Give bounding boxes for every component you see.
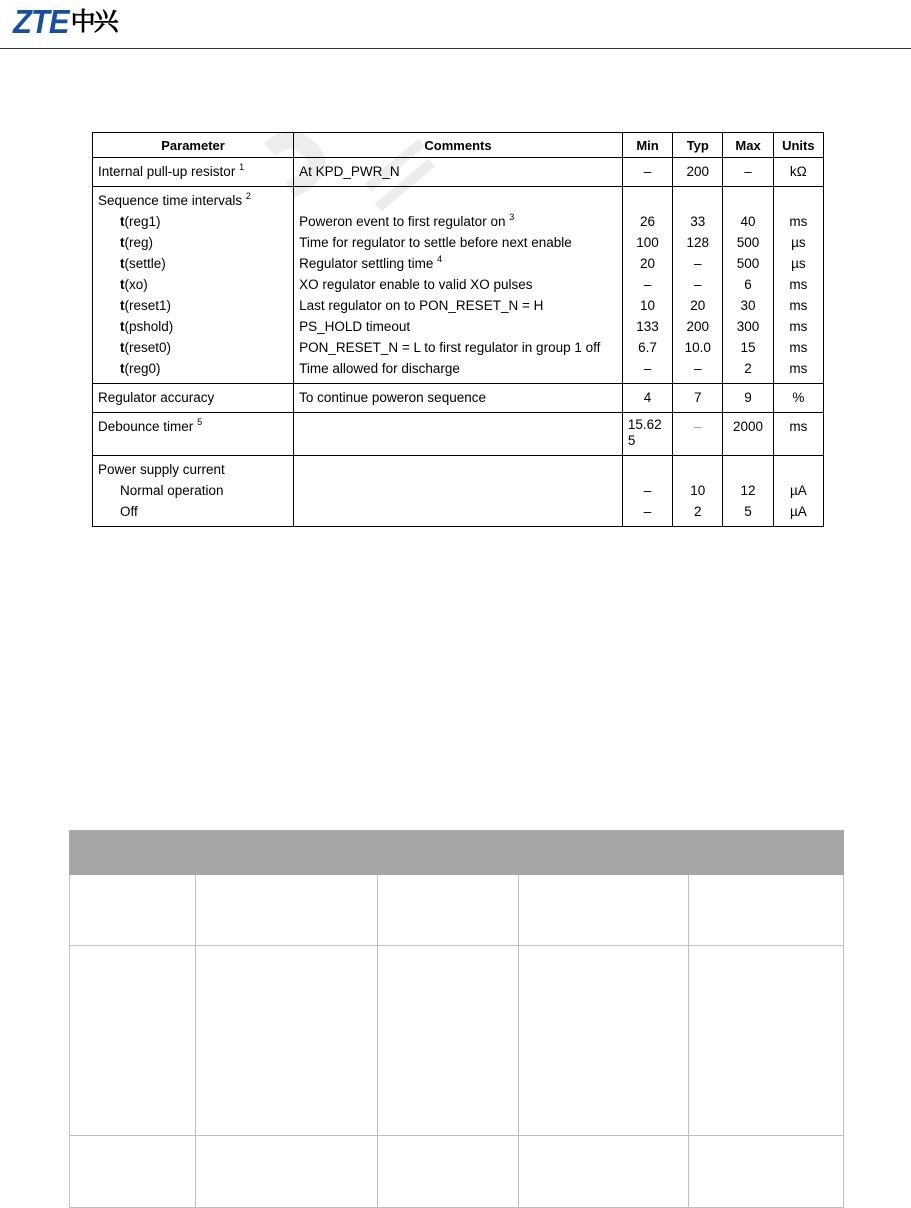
param-line: t(reg1) [120, 214, 161, 229]
param-line: t(reg) [120, 235, 154, 250]
comment-line: XO regulator enable to valid XO pulses [299, 277, 533, 292]
param-cell: Internal pull-up resistor $^1$ [98, 161, 245, 179]
comment-cell [294, 413, 622, 420]
table-cell [70, 831, 196, 875]
table-cell [70, 1136, 196, 1208]
table-row [70, 946, 844, 1136]
table-cell [519, 1136, 689, 1208]
comment-cell: To continue poweron sequence [299, 390, 486, 405]
empty-table-header [70, 831, 844, 875]
comment-line: Time for regulator to settle before next enable [299, 235, 572, 250]
header-min: Min [622, 133, 672, 158]
sequence-max-list: 40 500 500 6 30 300 15 2 [736, 214, 760, 376]
header-max: Max [723, 133, 773, 158]
supply-units-list: µA µA [789, 483, 807, 519]
table-cell [195, 831, 377, 875]
table-cell [519, 875, 689, 946]
typ-cell: 7 [694, 390, 702, 405]
table-row-sequence [93, 187, 824, 384]
table-cell [519, 831, 689, 875]
param-cell: Debounce timer $^5$ [98, 416, 203, 434]
param-line: t(settle) [120, 256, 166, 271]
empty-table [69, 830, 844, 1208]
table-cell [377, 875, 519, 946]
header-comments: Comments [294, 133, 623, 158]
table-row-debounce [93, 413, 824, 456]
sequence-units-list: ms µs µs ms ms ms ms ms [789, 214, 808, 376]
table-cell [70, 946, 196, 1136]
table-cell [689, 875, 844, 946]
supply-title: Power supply current [98, 462, 225, 477]
table-cell [195, 946, 377, 1136]
max-cell: 2000 [733, 419, 764, 434]
header-parameter: Parameter [93, 133, 294, 158]
table-cell [519, 946, 689, 1136]
param-line: t(xo) [120, 277, 148, 292]
header-units: Units [773, 133, 823, 158]
typ-cell: 200 [686, 164, 710, 179]
units-cell: ms [789, 419, 808, 434]
header-divider [0, 48, 911, 49]
table-row [70, 1136, 844, 1208]
comment-cell [294, 456, 622, 463]
logo-cjk-text: 中兴 [70, 7, 117, 36]
page-header [0, 0, 911, 50]
table-row-pullup [93, 158, 824, 187]
units-cell: % [792, 390, 805, 405]
sequence-param-list [93, 187, 293, 383]
table-row-accuracy [93, 384, 824, 413]
table-cell [689, 946, 844, 1136]
supply-typ-list: 10 2 [690, 483, 706, 519]
table-cell [377, 831, 519, 875]
min-cell: – [643, 164, 652, 179]
comment-cell: At KPD_PWR_N [299, 164, 400, 179]
units-cell: kΩ [789, 164, 807, 179]
param-line: Off [120, 504, 138, 519]
table-cell [689, 831, 844, 875]
param-line: t(reg0) [120, 361, 161, 376]
comment-line: Poweron event to first regulator on $^3$ [299, 211, 515, 229]
electrical-spec-table [92, 132, 824, 527]
logo-latin-text: ZTE [13, 2, 69, 41]
param-line: t(reset1) [120, 298, 172, 313]
comment-line: PS_HOLD timeout [299, 319, 411, 334]
sequence-min-list: 26 100 20 – 10 133 6.7 – [636, 214, 659, 376]
comment-line: Regulator settling time $^4$ [299, 253, 443, 271]
table-cell [689, 1136, 844, 1208]
max-cell: 9 [744, 390, 752, 405]
param-line: t(pshold) [120, 319, 174, 334]
param-line: t(reset0) [120, 340, 172, 355]
sequence-comment-list [294, 187, 622, 383]
header-typ: Typ [673, 133, 723, 158]
table-row [70, 875, 844, 946]
table-row-supply [93, 456, 824, 527]
supply-max-list: 12 5 [740, 483, 756, 519]
param-line: Normal operation [120, 483, 224, 498]
table-cell [195, 1136, 377, 1208]
comment-line: Last regulator on to PON_RESET_N = H [299, 298, 544, 313]
min-cell: 15.62 5 [627, 417, 662, 448]
table-cell [70, 875, 196, 946]
param-cell: Regulator accuracy [98, 390, 215, 405]
typ-cell: – [694, 419, 702, 434]
supply-param-list [93, 456, 293, 526]
min-cell: 4 [643, 390, 652, 405]
sequence-typ-list: 33 128 – – 20 200 10.0 – [684, 214, 711, 376]
table-cell [195, 875, 377, 946]
comment-line: Time allowed for discharge [299, 361, 460, 376]
zte-logo [13, 2, 117, 41]
comment-line: PON_RESET_N = L to first regulator in group 1 off [299, 340, 601, 355]
sequence-title: Sequence time intervals $^2$ [98, 190, 251, 208]
table-cell [377, 946, 519, 1136]
supply-min-list: – – [643, 483, 652, 519]
table-cell [377, 1136, 519, 1208]
table-header-row [93, 133, 824, 158]
max-cell: – [744, 164, 752, 179]
